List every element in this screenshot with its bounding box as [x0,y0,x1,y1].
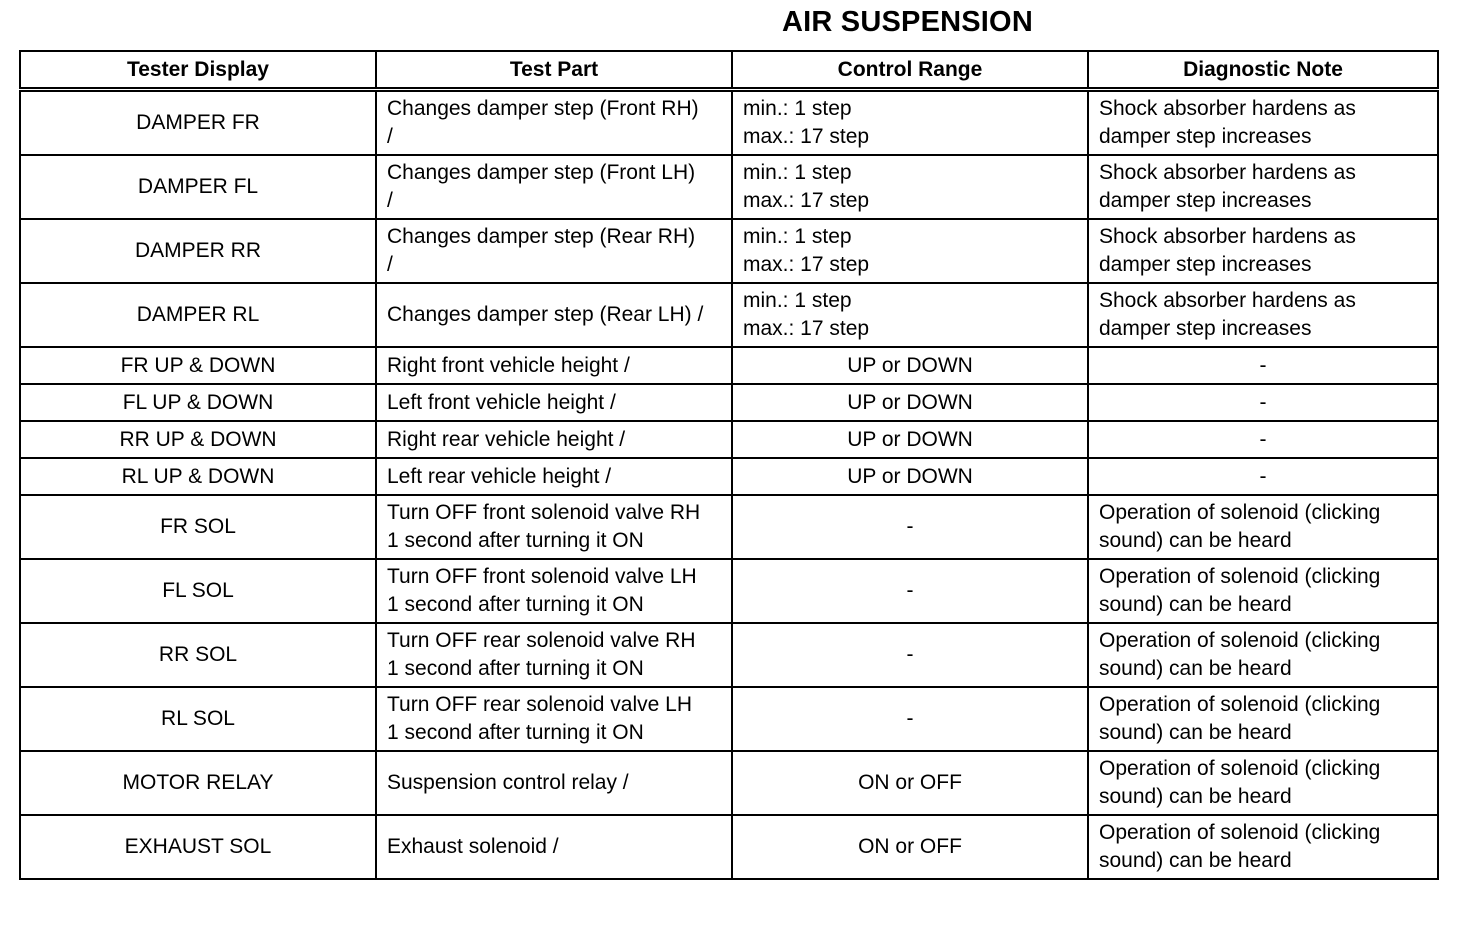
table-row [20,347,1438,384]
cell-diagnostic-note-line: sound) can be heard [1099,529,1292,552]
cell-tester-display: RR UP & DOWN [20,421,376,458]
cell-diagnostic-note-line: Shock absorber hardens as [1099,289,1356,312]
cell-diagnostic-note-line: Shock absorber hardens as [1099,97,1356,120]
table-row [20,458,1438,495]
table-row [20,155,1438,219]
cell-control-range [732,283,1088,347]
cell-control-range [732,687,1088,751]
cell-diagnostic-note-line: - [1259,464,1267,488]
air-suspension-table [19,50,1439,880]
cell-test-part-line: / [387,125,393,148]
cell-control-range [732,815,1088,879]
cell-test-part-line: Turn OFF rear solenoid valve LH [387,693,693,716]
cell-control-range [732,751,1088,815]
cell-diagnostic-note-line: Operation of solenoid (clicking [1099,629,1381,652]
cell-diagnostic-note [1088,623,1438,687]
cell-diagnostic-note-line: Operation of solenoid (clicking [1099,821,1381,844]
cell-test-part-line: Turn OFF rear solenoid valve RH [387,629,696,652]
cell-tester-display: DAMPER RL [20,283,376,347]
table-row [20,219,1438,283]
table-row [20,421,1438,458]
cell-diagnostic-note-line: Shock absorber hardens as [1099,225,1356,248]
cell-control-range-line: - [906,707,914,730]
table-row [20,283,1438,347]
cell-test-part-line: / [387,189,393,212]
cell-control-range-line: min.: 1 step [743,161,852,184]
cell-control-range-line: ON or OFF [858,835,962,858]
cell-diagnostic-note [1088,495,1438,559]
cell-test-part [376,559,732,623]
table-row [20,687,1438,751]
cell-tester-display: DAMPER FL [20,155,376,219]
column-header-tester-display: Tester Display [20,51,376,90]
cell-diagnostic-note-line: Operation of solenoid (clicking [1099,501,1381,524]
cell-control-range [732,559,1088,623]
cell-diagnostic-note-line: damper step increases [1099,317,1312,340]
page-title: AIR SUSPENSION [782,6,1033,38]
cell-diagnostic-note [1088,347,1438,384]
cell-diagnostic-note [1088,815,1438,879]
cell-test-part [376,384,732,421]
cell-test-part [376,623,732,687]
cell-test-part [376,458,732,495]
cell-tester-display: MOTOR RELAY [20,751,376,815]
table-body [20,90,1438,880]
cell-tester-display: RL SOL [20,687,376,751]
cell-test-part [376,421,732,458]
cell-control-range-line: UP or DOWN [847,427,973,451]
cell-diagnostic-note [1088,751,1438,815]
cell-diagnostic-note [1088,559,1438,623]
cell-diagnostic-note-line: sound) can be heard [1099,657,1292,680]
cell-diagnostic-note-line: - [1259,390,1267,414]
cell-test-part-line: Changes damper step (Rear LH) / [387,303,704,326]
cell-diagnostic-note-line: - [1259,353,1267,377]
cell-control-range-line: UP or DOWN [847,353,973,377]
cell-diagnostic-note-line: sound) can be heard [1099,593,1292,616]
cell-test-part [376,495,732,559]
cell-test-part-line: 1 second after turning it ON [387,657,644,680]
table-row [20,495,1438,559]
cell-control-range-line: - [906,515,914,538]
cell-diagnostic-note-line: Shock absorber hardens as [1099,161,1356,184]
cell-test-part-line: 1 second after turning it ON [387,529,644,552]
cell-test-part-line: Exhaust solenoid / [387,835,559,858]
cell-tester-display: DAMPER RR [20,219,376,283]
cell-test-part-line: Turn OFF front solenoid valve RH [387,501,701,524]
cell-control-range [732,347,1088,384]
cell-diagnostic-note-line: damper step increases [1099,253,1312,276]
cell-control-range [732,495,1088,559]
cell-test-part-line: Turn OFF front solenoid valve LH [387,565,697,588]
cell-control-range-line: min.: 1 step [743,225,852,248]
cell-tester-display: EXHAUST SOL [20,815,376,879]
cell-control-range [732,458,1088,495]
cell-test-part-line: Suspension control relay / [387,771,629,794]
cell-test-part [376,751,732,815]
cell-control-range-line: - [906,579,914,602]
cell-diagnostic-note-line: - [1259,427,1267,451]
cell-tester-display: FL SOL [20,559,376,623]
column-header-test-part: Test Part [376,51,732,90]
cell-control-range-line: ON or OFF [858,771,962,794]
table-row [20,559,1438,623]
cell-test-part-line: Left rear vehicle height / [387,464,612,488]
cell-test-part [376,283,732,347]
cell-test-part-line: Changes damper step (Rear RH) [387,225,696,248]
cell-control-range-line: - [906,643,914,666]
cell-control-range [732,623,1088,687]
cell-diagnostic-note [1088,90,1438,156]
cell-diagnostic-note-line: damper step increases [1099,125,1312,148]
cell-test-part-line: Changes damper step (Front RH) [387,97,699,120]
cell-control-range [732,384,1088,421]
cell-diagnostic-note-line: Operation of solenoid (clicking [1099,757,1381,780]
cell-diagnostic-note-line: Operation of solenoid (clicking [1099,565,1381,588]
cell-control-range-line: max.: 17 step [743,125,870,148]
table-row [20,751,1438,815]
column-header-diagnostic-note: Diagnostic Note [1088,51,1438,90]
cell-control-range-line: max.: 17 step [743,253,870,276]
table-row [20,90,1438,156]
cell-diagnostic-note [1088,687,1438,751]
cell-diagnostic-note-line: sound) can be heard [1099,721,1292,744]
cell-diagnostic-note [1088,219,1438,283]
cell-tester-display: RR SOL [20,623,376,687]
table-row [20,623,1438,687]
cell-diagnostic-note-line: Operation of solenoid (clicking [1099,693,1381,716]
cell-diagnostic-note [1088,155,1438,219]
cell-test-part-line: Right rear vehicle height / [387,427,626,451]
cell-control-range-line: UP or DOWN [847,390,973,414]
cell-test-part-line: Left front vehicle height / [387,390,616,414]
cell-diagnostic-note [1088,458,1438,495]
cell-test-part-line: / [387,253,393,276]
cell-tester-display: DAMPER FR [20,90,376,156]
cell-diagnostic-note-line: sound) can be heard [1099,849,1292,872]
cell-control-range-line: min.: 1 step [743,289,852,312]
cell-diagnostic-note [1088,283,1438,347]
cell-test-part [376,347,732,384]
cell-test-part-line: 1 second after turning it ON [387,593,644,616]
cell-control-range-line: UP or DOWN [847,464,973,488]
cell-control-range-line: max.: 17 step [743,189,870,212]
cell-diagnostic-note [1088,384,1438,421]
cell-tester-display: FL UP & DOWN [20,384,376,421]
cell-test-part [376,90,732,156]
cell-test-part-line: 1 second after turning it ON [387,721,644,744]
cell-test-part [376,219,732,283]
cell-diagnostic-note-line: damper step increases [1099,189,1312,212]
cell-control-range [732,219,1088,283]
cell-control-range-line: max.: 17 step [743,317,870,340]
column-header-control-range: Control Range [732,51,1088,90]
cell-tester-display: RL UP & DOWN [20,458,376,495]
cell-tester-display: FR SOL [20,495,376,559]
table-header-row [20,51,1438,90]
cell-test-part [376,687,732,751]
cell-test-part-line: Right front vehicle height / [387,353,630,377]
cell-control-range [732,90,1088,156]
cell-test-part-line: Changes damper step (Front LH) [387,161,696,184]
cell-diagnostic-note [1088,421,1438,458]
cell-control-range [732,155,1088,219]
cell-test-part [376,815,732,879]
table-row [20,384,1438,421]
cell-control-range-line: min.: 1 step [743,97,852,120]
cell-diagnostic-note-line: sound) can be heard [1099,785,1292,808]
cell-tester-display: FR UP & DOWN [20,347,376,384]
cell-test-part [376,155,732,219]
table-row [20,815,1438,879]
cell-control-range [732,421,1088,458]
